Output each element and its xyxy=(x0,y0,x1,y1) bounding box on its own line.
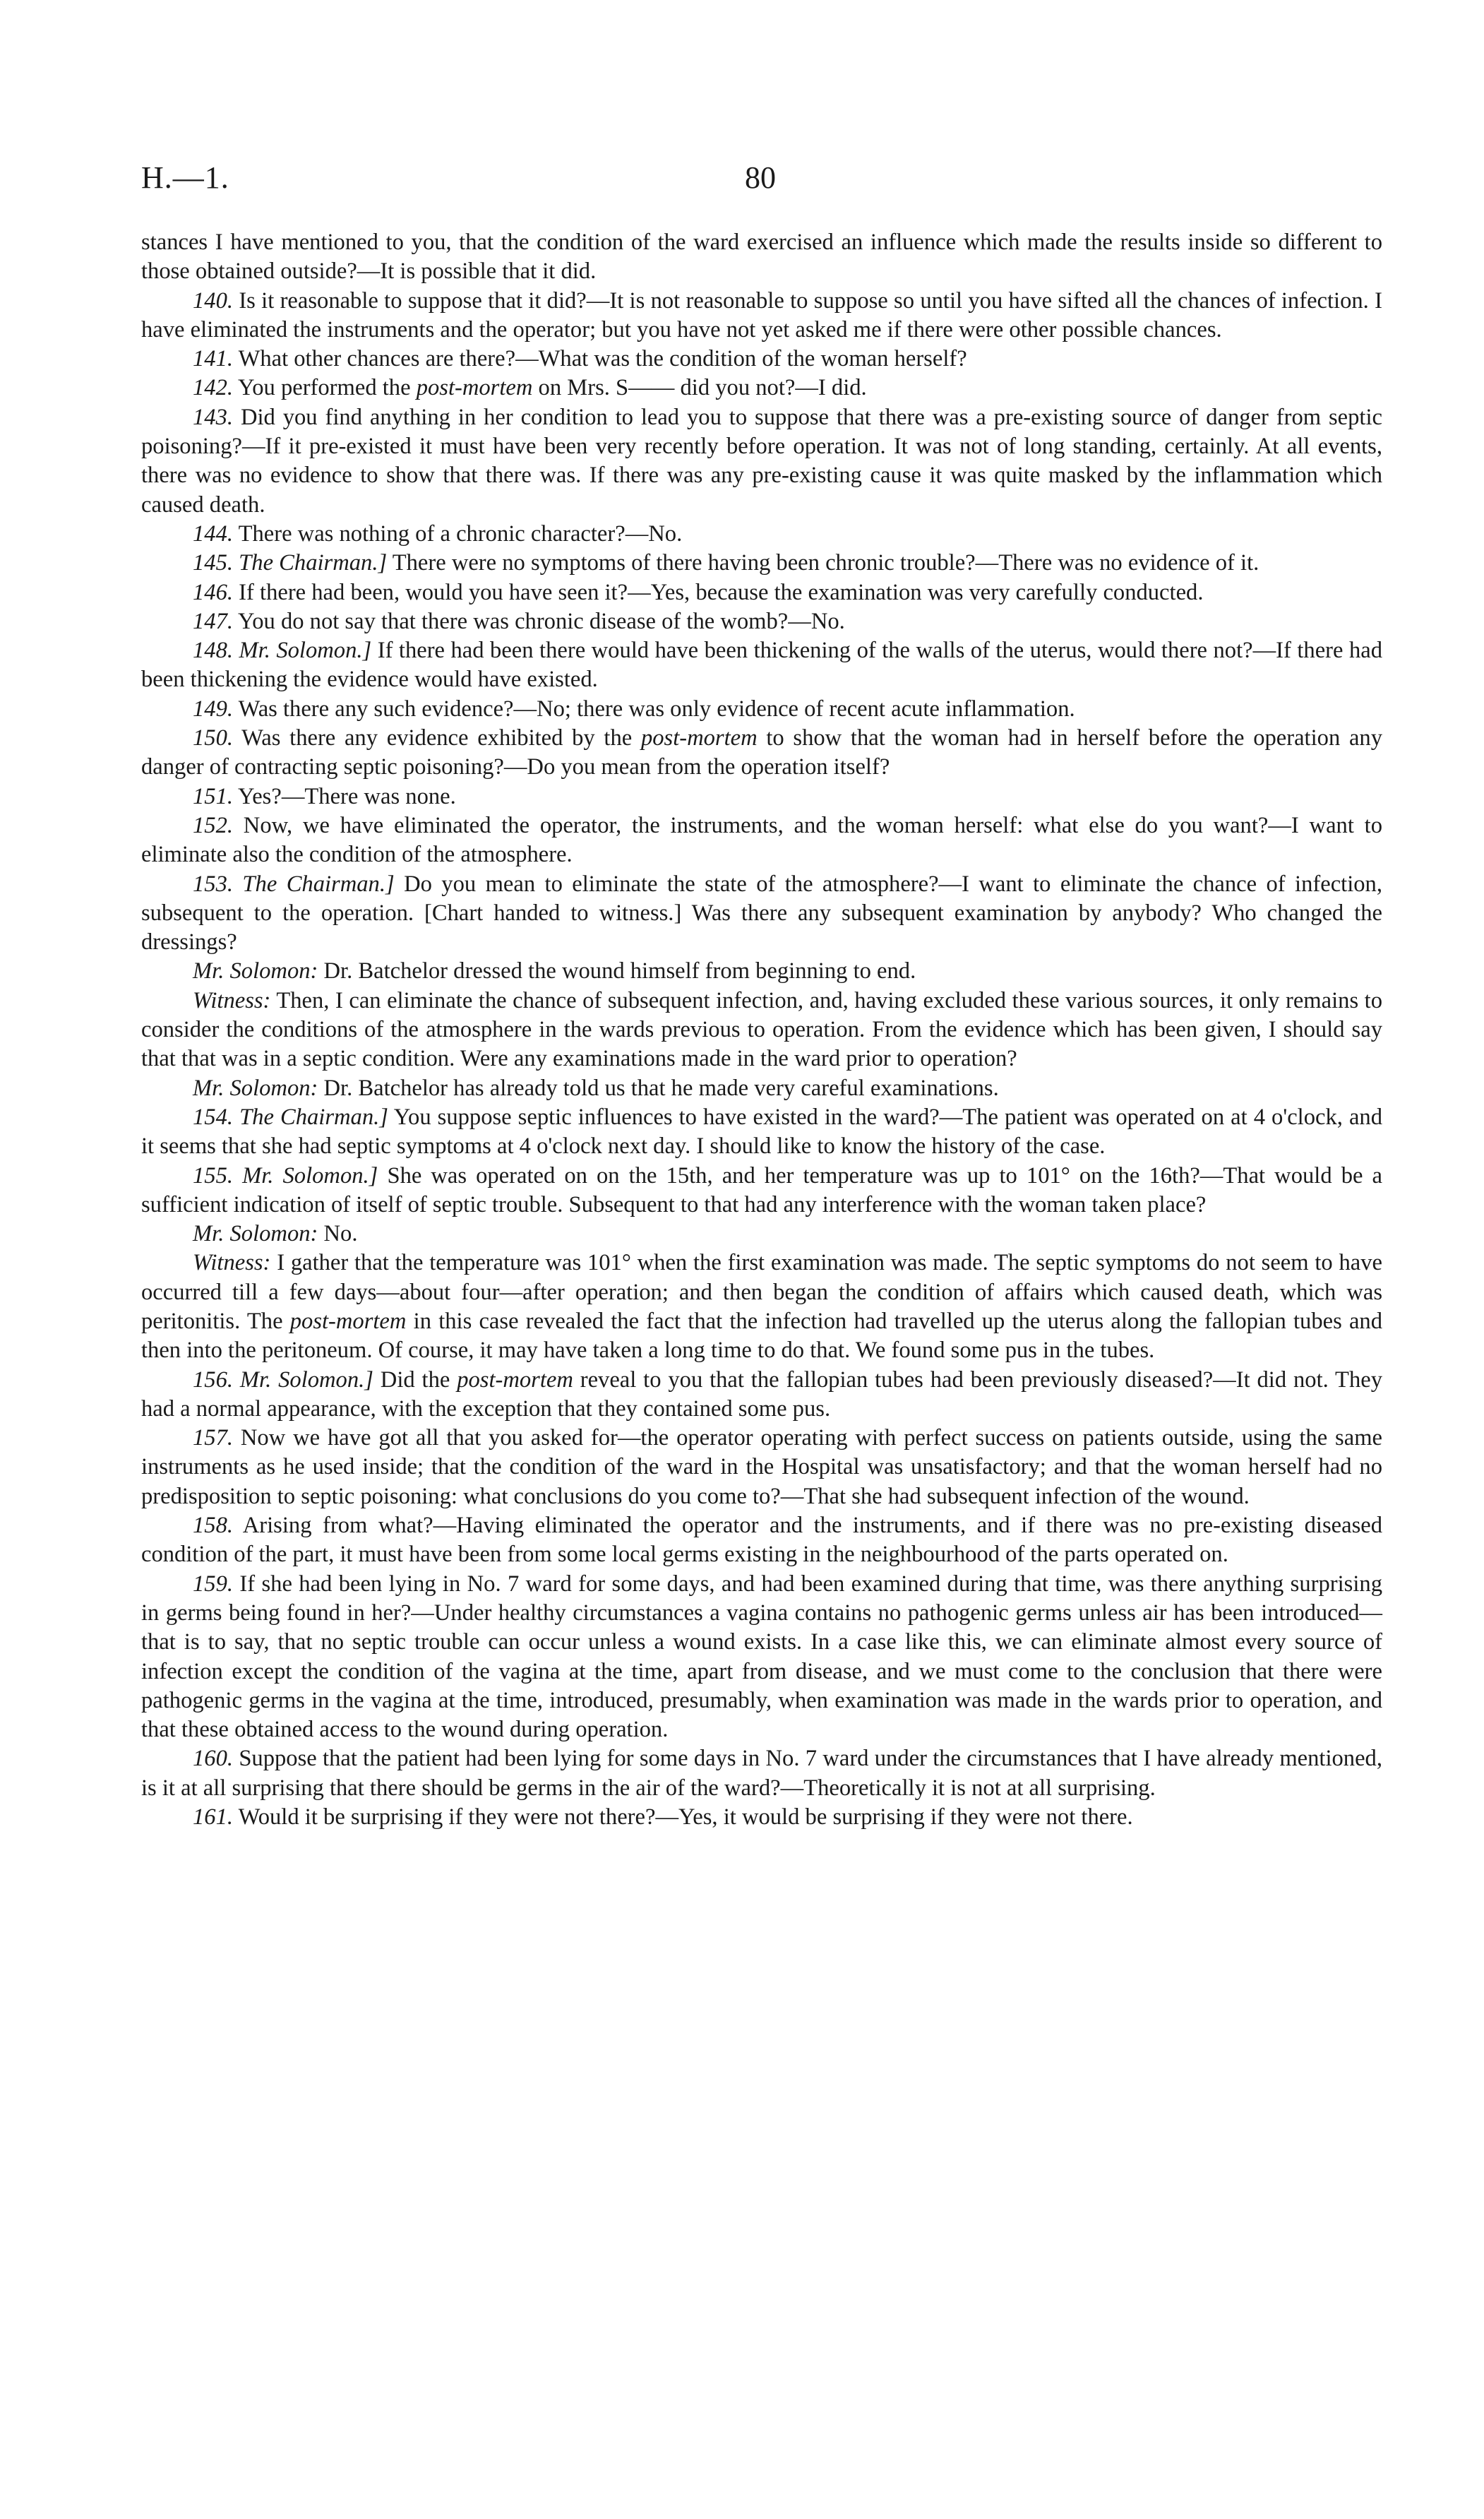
question-159: 159. If she had been lying in No. 7 ward for some days, and had been examined during that time, was there anything surprising in germs being found in her?—Under healthy circumstances a vagina contains no pathogenic germs unless air has been introduced—that is to say, that no septic trouble can occur unless a wound exists. In a case like this, we can eliminate almost every source of infection except the condition of the vagina at the time, apart from disease, and we must come to the conclusion that there were pathogenic germs in the vagina at the time, introduced, presumably, when examination was made in the wards prior to operation, and that these obtained access to the wound during operation. xyxy=(141,1571,1382,1743)
document-code: H.—1. xyxy=(141,160,229,195)
question-152: 152. Now, we have eliminated the operator, the instruments, and the woman herself: what else do you want?—I want to eliminate also the condition of the atmosphere. xyxy=(141,812,1382,868)
speaker-label: Mr. Solomon.] xyxy=(239,1366,373,1393)
question-151: 151. Yes?—There was none. xyxy=(193,783,456,809)
speaker-label: The Chairman.] xyxy=(239,1104,388,1130)
question-number: 157. xyxy=(193,1425,234,1451)
question-147: 147. You do not say that there was chronic disease of the womb?—No. xyxy=(193,608,845,634)
statement: Mr. Solomon: Dr. Batchelor dressed the wound himself from beginning to end. xyxy=(193,958,916,984)
question-number: 152. xyxy=(193,812,234,838)
question-number: 160. xyxy=(193,1746,234,1772)
question-142: 142. You performed the post-mortem on Mrs. S—— did you not?—I did. xyxy=(193,375,867,401)
question-144: 144. There was nothing of a chronic character?—No. xyxy=(193,520,683,547)
question-number: 158. xyxy=(193,1513,234,1539)
speaker-label: Mr. Solomon: xyxy=(193,1075,318,1101)
speaker-label: The Chairman.] xyxy=(239,550,388,576)
question-143: 143. Did you find anything in her condition to lead you to suppose that there was a pre-existing source of danger from septic poisoning?—If it pre-existed it must have been very recently before operation. It was not of long standing, certainly. At all events, there was no evidence to show that there was. If there was any pre-existing cause it was quite masked by the inflammation which caused death. xyxy=(141,404,1382,518)
statement: Witness: Then, I can eliminate the chance of subsequent infection, and, having excluded these various sources, it only remains to consider the conditions of the atmosphere in the wards previous to operation. From the evidence which has been given, I should say that that was in a septic condition. Were any examinations made in the ward prior to operation? xyxy=(141,987,1382,1072)
question-154: 154. The Chairman.] You suppose septic influences to have existed in the ward?—The patient was operated on at 4 o'clock, and it seems that she had septic symptoms at 4 o'clock next day. I should like to know the history of the case. xyxy=(141,1104,1382,1160)
question-146: 146. If there had been, would you have seen it?—Yes, because the examination was very carefully conducted. xyxy=(193,579,1204,605)
question-160: 160. Suppose that the patient had been lying for some days in No. 7 ward under the circumstances that I have already mentioned, is it at all surprising that there should be germs in the air of the ward?—Theoretically it is not at all surprising. xyxy=(141,1746,1382,1801)
speaker-label: Witness: xyxy=(193,987,271,1013)
statement: Witness: I gather that the temperature was 101° when the first examination was made. The septic symptoms do not seem to have occurred till a few days—about four—after operation; and then began the condition of affairs which caused death, which was peritonitis. The post-mortem in this case revealed the fact that the infection had travelled up the uterus along the fallopian tubes and then into the peritoneum. Of course, it may have taken a long time to do that. We found some pus in the tubes. xyxy=(141,1250,1382,1364)
question-number: 155. xyxy=(193,1162,234,1189)
question-157: 157. Now we have got all that you asked for—the operator operating with perfect success on patients outside, using the same instruments as he used inside; that the condition of the ward in the Hospital was unsatisfactory; and that the woman herself had no predisposition to septic poisoning: what conclusions do you come to?—That she had subsequent infection of the wound. xyxy=(141,1425,1382,1509)
question-number: 154. xyxy=(193,1104,234,1130)
question-number: 143. xyxy=(193,404,234,430)
question-141: 141. What other chances are there?—What was the condition of the woman herself? xyxy=(193,346,967,372)
question-number: 144. xyxy=(193,520,234,547)
question-161: 161. Would it be surprising if they were not there?—Yes, it would be surprising if they were not there. xyxy=(193,1804,1133,1830)
question-155: 155. Mr. Solomon.] She was operated on on the 15th, and her temperature was up to 101° on the 16th?—That would be a sufficient indication of itself of septic trouble. Subsequent to that had any interference with the woman taken place? xyxy=(141,1162,1382,1217)
question-149: 149. Was there any such evidence?—No; there was only evidence of recent acute inflammation. xyxy=(193,696,1075,722)
question-number: 141. xyxy=(193,346,234,372)
speaker-label: Mr. Solomon: xyxy=(193,958,318,984)
question-number: 153. xyxy=(193,871,234,897)
question-number: 146. xyxy=(193,579,234,605)
question-number: 142. xyxy=(193,375,234,401)
speaker-label: Mr. Solomon.] xyxy=(242,1162,378,1189)
page-number: 80 xyxy=(745,160,776,195)
question-number: 161. xyxy=(193,1804,234,1830)
question-number: 156. xyxy=(193,1366,234,1393)
statement: Mr. Solomon: Dr. Batchelor has already told us that he made very careful examinations. xyxy=(193,1075,999,1101)
question-156: 156. Mr. Solomon.] Did the post-mortem reveal to you that the fallopian tubes had been previously diseased?—It did not. They had a normal appearance, with the exception that they contained some pus. xyxy=(141,1366,1382,1422)
question-140: 140. Is it reasonable to suppose that it did?—It is not reasonable to suppose so until you have sifted all the chances of infection. I have eliminated the instruments and the operator; but you have not yet asked me if there were other possible chances. xyxy=(141,287,1382,343)
speaker-label: Witness: xyxy=(193,1250,271,1276)
page-header xyxy=(141,160,1384,209)
speaker-label: Mr. Solomon: xyxy=(193,1221,318,1247)
question-number: 140. xyxy=(193,287,234,314)
statement: Mr. Solomon: No. xyxy=(193,1221,358,1247)
question-145: 145. The Chairman.] There were no symptoms of there having been chronic trouble?—There was no evidence of it. xyxy=(193,550,1259,576)
question-153: 153. The Chairman.] Do you mean to eliminate the state of the atmosphere?—I want to eliminate the chance of infection, subsequent to the operation. [Chart handed to witness.] Was there any subsequent examination by anybody? Who changed the dressings? xyxy=(141,871,1382,955)
question-number: 150. xyxy=(193,725,234,751)
question-number: 148. xyxy=(193,638,234,664)
body-text xyxy=(141,228,1382,1832)
question-150: 150. Was there any evidence exhibited by the post-mortem to show that the woman had in herself before the operation any danger of contracting septic poisoning?—Do you mean from the operation itself? xyxy=(141,725,1382,780)
question-number: 151. xyxy=(193,783,234,809)
question-148: 148. Mr. Solomon.] If there had been there would have been thickening of the walls of the uterus, would there not?—If there had been thickening the evidence would have existed. xyxy=(141,638,1382,693)
speaker-label: The Chairman.] xyxy=(242,871,395,897)
question-number: 145. xyxy=(193,550,234,576)
question-number: 149. xyxy=(193,696,234,722)
question-number: 147. xyxy=(193,608,234,634)
paragraph: stances I have mentioned to you, that the condition of the ward exercised an influence which made the results inside so different to those obtained outside?—It is possible that it did. xyxy=(141,230,1382,285)
question-number: 159. xyxy=(193,1571,234,1597)
speaker-label: Mr. Solomon.] xyxy=(239,638,372,664)
question-158: 158. Arising from what?—Having eliminated the operator and the instruments, and if there was no pre-existing diseased condition of the part, it must have been from some local germs existing in the neighbourhood of the parts operated on. xyxy=(141,1513,1382,1568)
